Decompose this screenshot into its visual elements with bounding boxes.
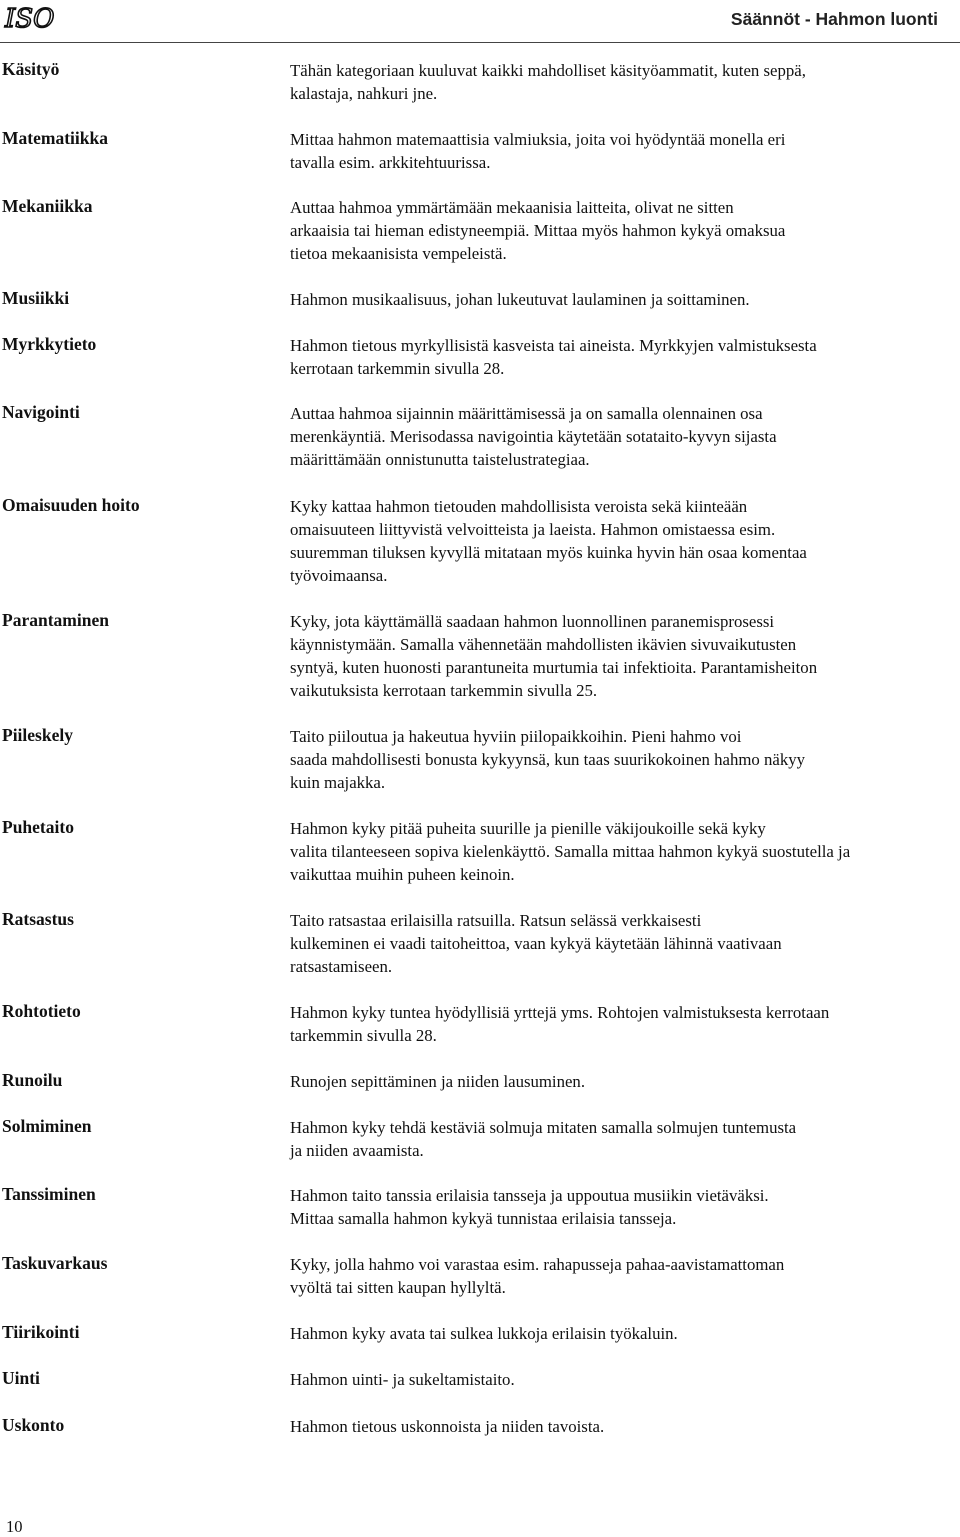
description-line: Hahmon musikaalisuus, johan lukeutuvat laulaminen ja soittaminen.: [290, 290, 750, 309]
description-line: Hahmon kyky tuntea hyödyllisiä yrttejä yms. Rohtojen valmistuksesta kerrotaan: [290, 1003, 830, 1022]
description-line: Mittaa samalla hahmon kykyä tunnistaa erilaisia tansseja.: [290, 1209, 677, 1228]
description-line: Hahmon kyky avata tai sulkea lukkoja erilaisin työkaluin.: [290, 1324, 678, 1343]
description-line: Runojen sepittäminen ja niiden lausuminen.: [290, 1072, 586, 1091]
description-line: määrittämään onnistunutta taistelustrategiaa.: [290, 450, 590, 469]
description-line: saada mahdollisesti bonusta kykyynsä, kun taas suurikokoinen hahmo näkyy: [290, 750, 806, 769]
skill-name: Uskonto: [2, 1415, 65, 1435]
skill-description: [290, 1415, 958, 1438]
description-line: Hahmon tietous myrkyllisistä kasveista tai aineista. Myrkkyjen valmistuksesta: [290, 336, 817, 355]
skill-description: [290, 1070, 958, 1093]
description-line: Kyky, jota käyttämällä saadaan hahmon luonnollinen paranemisprosessi: [290, 612, 775, 631]
skill-description: [290, 1253, 958, 1299]
description-line: Hahmon uinti- ja sukeltamistaito.: [290, 1370, 515, 1389]
skill-description: [290, 1116, 958, 1162]
skill-name: Rohtotieto: [2, 1001, 81, 1021]
skill-name: Runoilu: [2, 1070, 63, 1090]
skill-description: [290, 1001, 958, 1047]
skill-description: [290, 128, 958, 174]
logo-text: ISO: [5, 4, 55, 34]
skill-name: Käsityö: [2, 59, 60, 79]
skill-description: [290, 1184, 958, 1230]
description-line: Hahmon kyky tehdä kestäviä solmuja mitaten samalla solmujen tuntemusta: [290, 1118, 797, 1137]
skill-name: Tiirikointi: [2, 1322, 80, 1342]
skill-description: [290, 1368, 958, 1391]
description-line: tietoa mekaanisista vempeleistä.: [290, 244, 507, 263]
description-line: ja niiden avaamista.: [290, 1141, 424, 1160]
page-number: 10: [6, 1517, 23, 1536]
description-line: vyöltä tai sitten kaupan hyllyltä.: [290, 1278, 506, 1297]
description-line: Hahmon tietous uskonnoista ja niiden tavoista.: [290, 1417, 605, 1436]
header-title: Säännöt - Hahmon luonti: [730, 9, 938, 29]
skill-description: [290, 196, 958, 265]
skill-name: Parantaminen: [2, 610, 109, 630]
description-line: Auttaa hahmoa ymmärtämään mekaanisia laitteita, olivat ne sitten: [290, 198, 734, 217]
description-line: vaikutuksista kerrotaan tarkemmin sivulla 25.: [290, 681, 598, 700]
description-line: käynnistymään. Samalla vähennetään mahdollisten ikävien sivuvaikutusten: [290, 635, 797, 654]
description-line: vaikuttaa muihin puheen keinoin.: [290, 865, 515, 884]
skill-name: Matematiikka: [2, 128, 108, 148]
skill-description: [290, 1322, 958, 1345]
skill-name: Musiikki: [2, 288, 70, 308]
header-divider: [0, 42, 960, 43]
description-line: kuin majakka.: [290, 773, 386, 792]
description-line: merenkäyntiä. Merisodassa navigointia käytetään sotataito-kyvyn sijasta: [290, 427, 777, 446]
skill-name: Myrkkytieto: [2, 334, 97, 354]
description-line: Auttaa hahmoa sijainnin määrittämisessä ja on samalla olennainen osa: [290, 404, 763, 423]
skill-name: Navigointi: [2, 402, 80, 422]
description-line: Mittaa hahmon matemaattisia valmiuksia, joita voi hyödyntää monella eri: [290, 130, 786, 149]
skill-name: Omaisuuden hoito: [2, 495, 140, 515]
skill-description: [290, 334, 958, 380]
description-line: valita tilanteeseen sopiva kielenkäyttö. Samalla mittaa hahmon kykyä suostutella ja: [290, 842, 851, 861]
skill-name: Mekaniikka: [2, 196, 93, 216]
description-line: ratsastamiseen.: [290, 957, 393, 976]
description-line: Taito ratsastaa erilaisilla ratsuilla. Ratsun selässä verkkaisesti: [290, 911, 702, 930]
description-line: suuremman tiluksen kyvyllä mitataan myös kuinka hyvin hän osaa komentaa: [290, 543, 807, 562]
skill-description: [290, 725, 958, 794]
skill-name: Taskuvarkaus: [2, 1253, 108, 1273]
skill-name: Ratsastus: [2, 909, 74, 929]
description-line: kulkeminen ei vaadi taitoheittoa, vaan kykyä käytetään lähinnä vaativaan: [290, 934, 782, 953]
description-line: työvoimaansa.: [290, 566, 388, 585]
description-line: Kyky, jolla hahmo voi varastaa esim. rahapusseja pahaa-aavistamattoman: [290, 1255, 785, 1274]
skill-description: [290, 59, 958, 105]
description-line: kerrotaan tarkemmin sivulla 28.: [290, 359, 505, 378]
skill-name: Tanssiminen: [2, 1184, 96, 1204]
skill-name: Puhetaito: [2, 817, 74, 837]
skill-name: Piileskely: [2, 725, 73, 745]
description-line: tavalla esim. arkkitehtuurissa.: [290, 153, 491, 172]
description-line: kalastaja, nahkuri jne.: [290, 84, 438, 103]
description-line: omaisuuteen liittyvistä velvoitteista ja laeista. Hahmon omistaessa esim.: [290, 520, 776, 539]
description-line: Taito piiloutua ja hakeutua hyviin piilopaikkoihin. Pieni hahmo voi: [290, 727, 742, 746]
skill-description: [290, 288, 958, 311]
skill-description: [290, 909, 958, 978]
description-line: tarkemmin sivulla 28.: [290, 1026, 437, 1045]
description-line: Kyky kattaa hahmon tietouden mahdollisista veroista sekä kiinteään: [290, 497, 748, 516]
skill-name: Solmiminen: [2, 1116, 92, 1136]
description-line: Tähän kategoriaan kuuluvat kaikki mahdolliset käsityöammatit, kuten seppä,: [290, 61, 806, 80]
skill-description: [290, 495, 958, 587]
description-line: syntyä, kuten huonosti parantuneita murtumia tai infektioita. Parantamisheiton: [290, 658, 818, 677]
description-line: Hahmon taito tanssia erilaisia tansseja ja uppoutua musiikin vietäväksi.: [290, 1186, 769, 1205]
iso-logo: [4, 2, 55, 34]
skill-description: [290, 402, 958, 471]
description-line: Hahmon kyky pitää puheita suurille ja pienille väkijoukoille sekä kyky: [290, 819, 766, 838]
skill-description: [290, 817, 958, 886]
skill-description: [290, 610, 958, 702]
description-line: arkaaisia tai hieman edistyneempiä. Mittaa myös hahmon kykyä omaksua: [290, 221, 786, 240]
skill-name: Uinti: [2, 1368, 40, 1388]
